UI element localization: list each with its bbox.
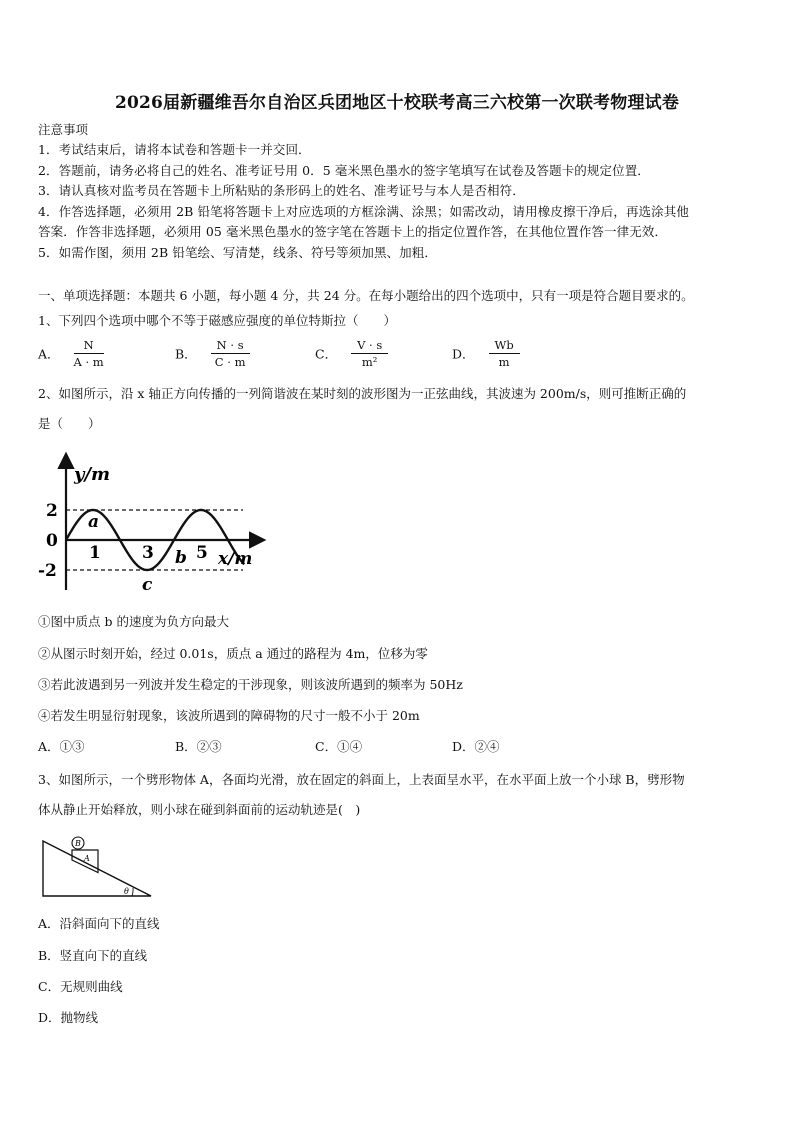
q3-stem-line1: 3、如图所示，一个劈形物体 A，各面均光滑，放在固定的斜面上，上表面呈水平，在水平面上放一个小球 B，劈形物 <box>38 772 685 787</box>
fraction-denominator: m <box>498 355 510 369</box>
y-axis-label: y/m <box>74 464 111 485</box>
q2-option-a: A．①③ <box>38 739 85 754</box>
q2-option-b: B．②③ <box>175 739 222 754</box>
q1-option-d-fraction <box>489 338 520 369</box>
point-a-label: a <box>88 512 100 532</box>
exam-title: 2026届新疆维吾尔自治区兵团地区十校联考高三六校第一次联考物理试卷 <box>114 93 680 113</box>
fraction-denominator: m² <box>361 355 378 369</box>
block-label: A <box>84 854 90 863</box>
ball-label: B <box>75 839 81 848</box>
q1-option-a-fraction <box>74 338 104 369</box>
q1-option-a <box>38 338 104 369</box>
fraction-denominator: A · m <box>73 355 104 369</box>
q1-option-b <box>175 338 250 369</box>
q3-stem-line2: 体从静止开始释放，则小球在碰到斜面前的运动轨迹是( ) <box>38 802 361 817</box>
q1-option-d <box>452 338 520 369</box>
fraction-numerator: N · s <box>211 338 250 354</box>
notice-heading: 注意事项 <box>38 122 89 137</box>
q2-stem-line1: 2、如图所示，沿 x 轴正方向传播的一列简谐波在某时刻的波形图为一正弦曲线，其波速为 200m/s，则可推断正确的 <box>38 386 687 401</box>
q1-option-a-label: A． <box>38 346 60 362</box>
q2-option-d: D．②④ <box>452 739 500 754</box>
q1-option-c-label: C． <box>315 346 338 362</box>
x-tick-5: 5 <box>196 543 208 563</box>
fraction-denominator: C · m <box>214 355 246 369</box>
y-tick-0: 0 <box>46 531 58 551</box>
point-c-label: c <box>142 575 153 595</box>
fixed-incline <box>43 841 151 896</box>
x-tick-1: 1 <box>89 543 101 563</box>
q3-option-a: A．沿斜面向下的直线 <box>38 916 160 931</box>
fraction-numerator: V · s <box>351 338 388 354</box>
notice-item-1: 1．考试结束后，请将本试卷和答题卡一并交回． <box>38 142 311 157</box>
notice-item-4: 4．作答选择题，必须用 2B 铅笔将答题卡上对应选项的方框涂满、涂黑；如需改动，请用橡皮擦干净后，再选涂其他 <box>38 204 689 219</box>
notice-item-3: 3．请认真核对监考员在答题卡上所粘贴的条形码上的姓名、准考证号与本人是否相符． <box>38 183 525 198</box>
point-b-label: b <box>175 548 187 568</box>
q1-option-c-fraction <box>351 338 388 369</box>
y-tick-neg2: -2 <box>38 561 57 581</box>
q1-option-b-label: B． <box>175 346 197 362</box>
q1-stem: 1、下列四个选项中哪个不等于磁感应强度的单位特斯拉（ ） <box>38 313 396 328</box>
angle-arc <box>132 888 133 896</box>
q2-option-c: C．①④ <box>315 739 363 754</box>
q2-statement-3: ③若此波遇到另一列波并发生稳定的干涉现象，则该波所遇到的频率为 50Hz <box>38 677 463 692</box>
incline-figure <box>40 833 155 899</box>
section-heading: 一、单项选择题：本题共 6 小题，每小题 4 分，共 24 分。在每小题给出的四个选项中，只有一项是符合题目要求的。 <box>38 288 694 303</box>
fraction-numerator: Wb <box>489 338 520 354</box>
q1-option-d-label: D． <box>452 346 475 362</box>
x-axis-label: x/m <box>218 549 253 569</box>
q2-stem-line2: 是（ ） <box>38 416 101 431</box>
fraction-numerator: N <box>74 338 104 354</box>
q3-option-b: B．竖直向下的直线 <box>38 948 148 963</box>
notice-item-5: 5．如需作图，须用 2B 铅笔绘、写清楚，线条、符号等须加黑、加粗． <box>38 245 437 260</box>
q3-option-d: D．抛物线 <box>38 1010 99 1025</box>
y-tick-2: 2 <box>46 501 58 521</box>
notice-item-4-cont: 答案．作答非选择题，必须用 05 毫米黑色墨水的签字笔在答题卡上的指定位置作答，在其他位置作答一律无效． <box>38 224 668 239</box>
q2-statement-1: ①图中质点 b 的速度为负方向最大 <box>38 614 229 629</box>
q1-option-c <box>315 338 388 369</box>
q2-statement-4: ④若发生明显衍射现象，该波所遇到的障碍物的尺寸一般不小于 20m <box>38 708 420 723</box>
x-tick-3: 3 <box>142 543 154 563</box>
notice-item-2: 2．答题前，请务必将自己的姓名、准考证号用 0．5 毫米黑色墨水的签字笔填写在试卷及答题卡的规定位置． <box>38 163 650 178</box>
q3-option-c: C．无规则曲线 <box>38 979 123 994</box>
angle-label: θ <box>124 887 129 896</box>
wave-graph <box>38 450 268 600</box>
q1-option-b-fraction <box>211 338 250 369</box>
q2-statement-2: ②从图示时刻开始，经过 0.01s，质点 a 通过的路程为 4m，位移为零 <box>38 646 428 661</box>
